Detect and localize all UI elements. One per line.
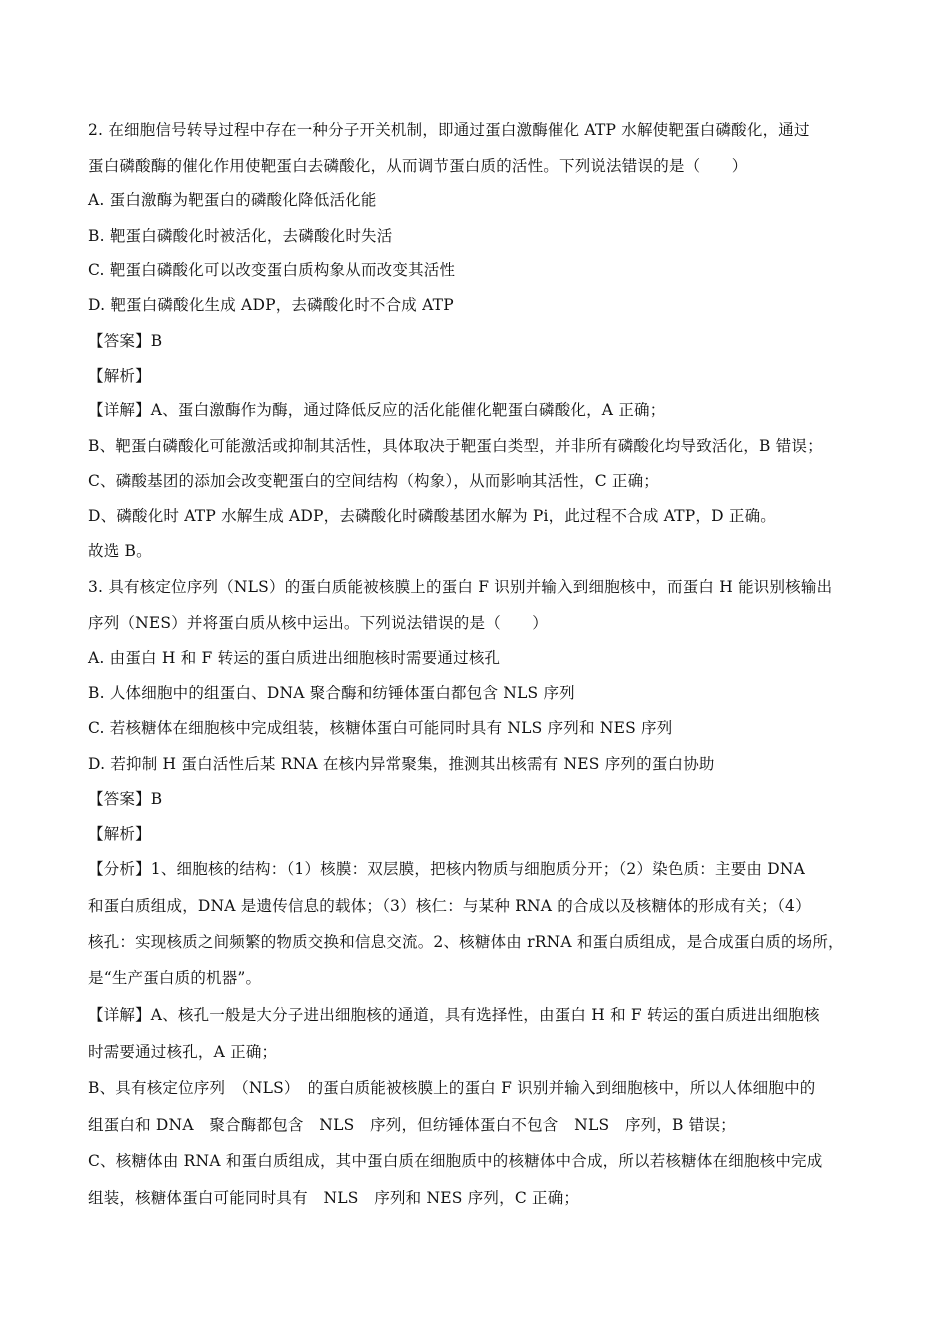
q2-conclusion: 故选 B。 — [88, 542, 152, 560]
q3-detail-line-2: 时需要通过核孔，A 正确； — [88, 1043, 278, 1061]
q3-fenxi-line-3: 核孔：实现核质之间频繁的物质交换和信息交流。2、核糖体由 rRNA 和蛋白质组成，是合成蛋白质的场所， — [88, 933, 844, 951]
q3-option-d: D. 若抑制 H 蛋白活性后某 RNA 在核内异常聚集，推测其出核需有 NES 序列的蛋白协助 — [88, 755, 715, 773]
q2-option-c: C. 靶蛋白磷酸化可以改变蛋白质构象从而改变其活性 — [88, 261, 456, 279]
q3-stem-line-1: 3. 具有核定位序列（NLS）的蛋白质能被核膜上的蛋白 F 识别并输入到细胞核中，而蛋白 H 能识别核输出 — [88, 578, 833, 596]
q2-option-d: D. 靶蛋白磷酸化生成 ADP，去磷酸化时不合成 ATP — [88, 296, 454, 314]
q2-detail-line-1: 【详解】A、蛋白激酶作为酶，通过降低反应的活化能催化靶蛋白磷酸化，A 正确； — [88, 401, 666, 419]
q3-detail-line-3: B、具有核定位序列 （NLS） 的蛋白质能被核膜上的蛋白 F 识别并输入到细胞核中，所以人体细胞中的 — [88, 1079, 816, 1097]
q2-stem-line-1: 2. 在细胞信号转导过程中存在一种分子开关机制，即通过蛋白激酶催化 ATP 水解使靶蛋白磷酸化，通过 — [88, 121, 810, 139]
q2-option-a: A. 蛋白激酶为靶蛋白的磷酸化降低活化能 — [88, 191, 377, 209]
q2-analysis-label: 【解析】 — [88, 367, 151, 385]
q3-detail-line-6: 组装，核糖体蛋白可能同时具有 NLS 序列和 NES 序列，C 正确； — [88, 1189, 580, 1207]
q3-analysis-label: 【解析】 — [88, 825, 151, 843]
q3-detail-line-1: 【详解】A、核孔一般是大分子进出细胞核的通道，具有选择性，由蛋白 H 和 F 转运的蛋白质进出细胞核 — [88, 1006, 820, 1024]
q2-detail-line-3: C、磷酸基团的添加会改变靶蛋白的空间结构（构象），从而影响其活性，C 正确； — [88, 472, 659, 490]
q2-option-b: B. 靶蛋白磷酸化时被活化，去磷酸化时失活 — [88, 227, 393, 245]
q3-option-a: A. 由蛋白 H 和 F 转运的蛋白质进出细胞核时需要通过核孔 — [88, 649, 501, 667]
q3-detail-line-4: 组蛋白和 DNA 聚合酶都包含 NLS 序列，但纺锤体蛋白不包含 NLS 序列，B 错误； — [88, 1116, 736, 1134]
q3-stem-line-2: 序列（NES）并将蛋白质从核中运出。下列说法错误的是（ ） — [88, 614, 548, 632]
q3-detail-line-5: C、核糖体由 RNA 和蛋白质组成，其中蛋白质在细胞质中的核糖体中合成，所以若核糖体在细胞核中完成 — [88, 1152, 823, 1170]
q3-fenxi-line-1: 【分析】1、细胞核的结构：（1）核膜：双层膜，把核内物质与细胞质分开；（2）染色质：主要由 DNA — [88, 860, 805, 878]
q2-stem-line-2: 蛋白磷酸酶的催化作用使靶蛋白去磷酸化，从而调节蛋白质的活性。下列说法错误的是（ ） — [88, 157, 748, 175]
q3-fenxi-line-4: 是“生产蛋白质的机器”。 — [88, 969, 262, 987]
q3-answer: 【答案】B — [88, 790, 163, 808]
q3-option-c: C. 若核糖体在细胞核中完成组装，核糖体蛋白可能同时具有 NLS 序列和 NES 序列 — [88, 719, 673, 737]
q2-answer: 【答案】B — [88, 332, 163, 350]
q3-fenxi-line-2: 和蛋白质组成，DNA 是遗传信息的载体；（3）核仁：与某种 RNA 的合成以及核糖体的形成有关；（4） — [88, 897, 811, 915]
q2-detail-line-2: B、靶蛋白磷酸化可能激活或抑制其活性，具体取决于靶蛋白类型，并非所有磷酸化均导致活化，B 错误； — [88, 437, 823, 455]
q3-option-b: B. 人体细胞中的组蛋白、DNA 聚合酶和纺锤体蛋白都包含 NLS 序列 — [88, 684, 575, 702]
q2-detail-line-4: D、磷酸化时 ATP 水解生成 ADP，去磷酸化时磷酸基团水解为 Pi，此过程不合成 ATP，D 正确。 — [88, 507, 776, 525]
